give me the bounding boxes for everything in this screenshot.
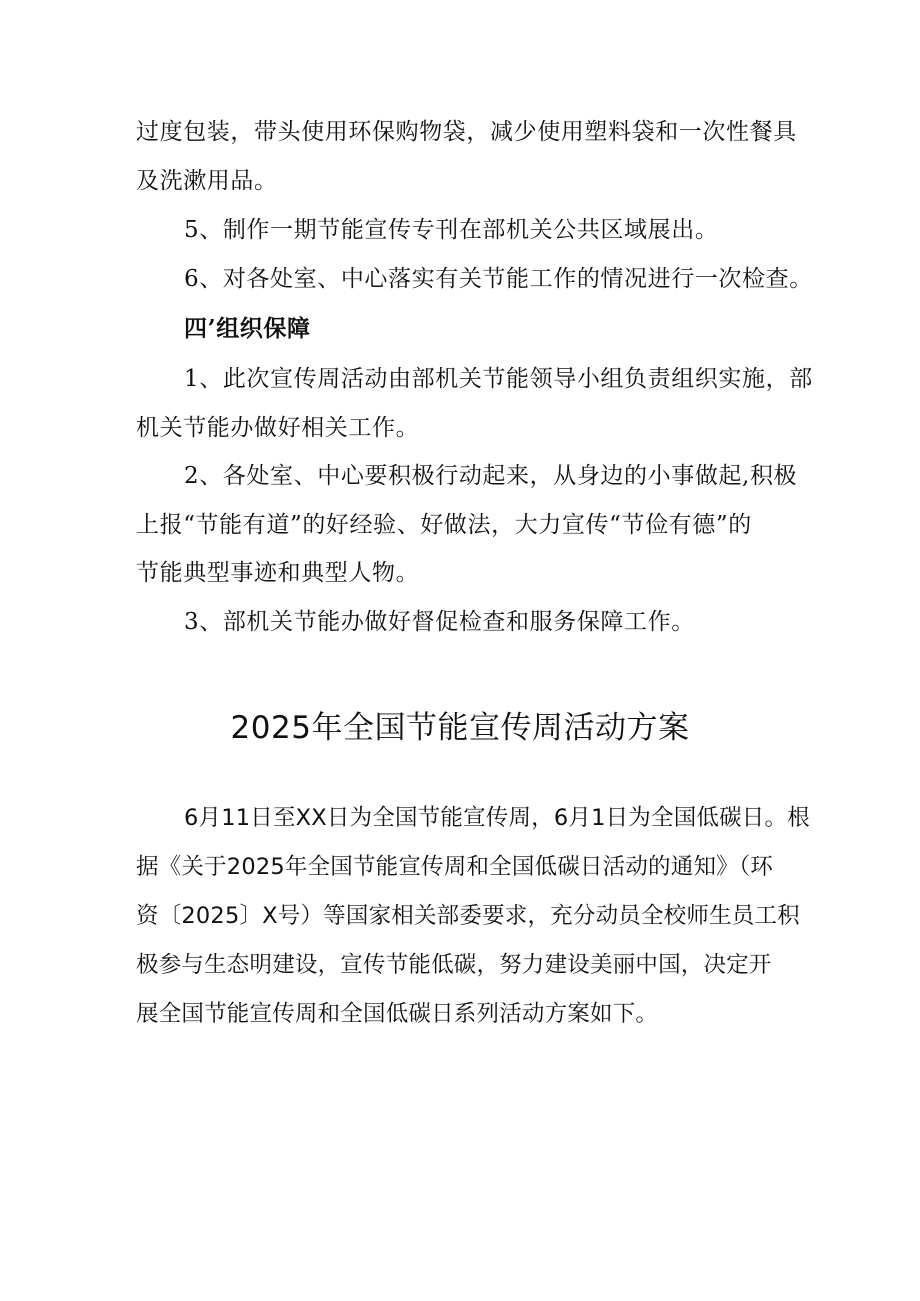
paragraph-line: 资〔2025〕X号）等国家相关部委要求，充分动员全校师生员工积 [136, 903, 800, 929]
list-item-3: 3、部机关节能办做好督促检查和服务保障工作。 [184, 609, 695, 635]
paragraph-line: 节能典型事迹和典型人物。 [136, 560, 420, 586]
list-item-6: 6、对各处室、中心落实有关节能工作的情况进行一次检查。 [184, 266, 813, 292]
paragraph-line: 上报“节能有道”的好经验、好做法，大力宣传“节俭有德”的 [136, 512, 752, 538]
document-title: 2025年全国节能宣传周活动方案 [230, 710, 690, 746]
list-item-2: 2、各处室、中心要积极行动起来，从身边的小事做起,积极 [184, 463, 798, 489]
paragraph-line: 极参与生态明建设，宣传节能低碳，努力建设美丽中国，决定开 [136, 952, 772, 978]
paragraph-line: 及洗漱用品。 [136, 168, 278, 194]
paragraph-line: 过度包装，带头使用环保购物袋，减少使用塑料袋和一次性餐具 [136, 119, 797, 145]
list-item-1: 1、此次宣传周活动由部机关节能领导小组负责组织实施，部 [184, 366, 813, 392]
paragraph-line: 6月11日至XX日为全国节能宣传周，6月1日为全国低碳日。根 [184, 805, 810, 831]
section-heading: 四’组织保障 [184, 315, 311, 342]
paragraph-line: 据《关于2025年全国节能宣传周和全国低碳日活动的通知》（环 [136, 854, 774, 880]
paragraph-line: 机关节能办做好相关工作。 [136, 415, 420, 441]
list-item-5: 5、制作一期节能宣传专刊在部机关公共区域展出。 [184, 217, 719, 243]
paragraph-line: 展全国节能宣传周和全国低碳日系列活动方案如下。 [136, 1001, 659, 1027]
